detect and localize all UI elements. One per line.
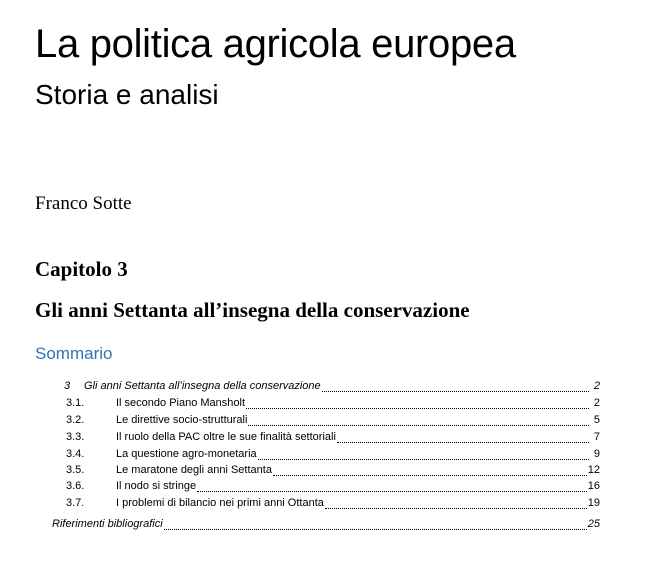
toc-entry-number: 3.3. [66, 431, 85, 443]
toc-dot-leader [197, 482, 587, 492]
toc-entry-label: Riferimenti bibliografici [52, 518, 163, 530]
toc-entry-label: Gli anni Settanta all’insegna della conservazione [84, 380, 321, 392]
toc-entry-page: 2 [593, 380, 600, 392]
toc-dot-leader [248, 416, 589, 426]
toc-entry-3-6[interactable] [66, 478, 600, 494]
toc-dot-leader [273, 466, 587, 476]
toc-entry-page: 25 [587, 518, 600, 530]
toc-entry-label: Il ruolo della PAC oltre le sue finalità settoriali [116, 431, 336, 443]
toc-entry-3-2[interactable] [66, 412, 600, 428]
toc-entry-page: 9 [593, 448, 600, 460]
toc-dot-leader [337, 433, 589, 443]
toc-entry-3-1[interactable] [66, 395, 600, 411]
toc-entry-label: Le maratone degli anni Settanta [116, 464, 272, 476]
toc-entry-number: 3.1. [66, 397, 85, 409]
toc-entry-page: 5 [593, 414, 600, 426]
toc-dot-leader [246, 399, 589, 409]
toc-entry-number: 3.6. [66, 480, 85, 492]
toc-entry-number: 3 [64, 380, 71, 392]
toc-dot-leader [164, 520, 587, 530]
document-title: La politica agricola europea [35, 22, 516, 66]
toc-dot-leader [258, 450, 589, 460]
document-subtitle: Storia e analisi [35, 79, 219, 110]
toc-entry-bibliography[interactable] [52, 516, 600, 532]
toc-dot-leader [322, 382, 589, 392]
author-name: Franco Sotte [35, 193, 132, 214]
chapter-title: Gli anni Settanta all’insegna della conservazione [35, 298, 470, 322]
toc-dot-leader [325, 499, 587, 509]
toc-entry-3-7[interactable] [66, 495, 600, 511]
toc-entry-label: La questione agro-monetaria [116, 448, 257, 460]
toc-entry-page: 7 [593, 431, 600, 443]
toc-entry-page: 16 [587, 480, 600, 492]
toc-entry-3-3[interactable] [66, 429, 600, 445]
toc-entry-3-5[interactable] [66, 462, 600, 478]
toc-entry-label: Il nodo si stringe [116, 480, 197, 492]
toc-entry-number: 3.7. [66, 497, 85, 509]
toc-entry-page: 19 [587, 497, 600, 509]
toc-entry-label: I problemi di bilancio nei primi anni Ottanta [116, 497, 324, 509]
toc-entry-number: 3.4. [66, 448, 85, 460]
toc-entry-label: Il secondo Piano Mansholt [116, 397, 246, 409]
toc-entry-page: 12 [587, 464, 600, 476]
toc-entry-number: 3.5. [66, 464, 85, 476]
toc-entry-label: Le direttive socio-strutturali [116, 414, 248, 426]
toc-entry-3[interactable] [52, 378, 600, 394]
toc-entry-3-4[interactable] [66, 446, 600, 462]
toc-heading: Sommario [35, 344, 113, 363]
toc-entry-number: 3.2. [66, 414, 85, 426]
chapter-number: Capitolo 3 [35, 257, 128, 281]
toc-entry-page: 2 [593, 397, 600, 409]
